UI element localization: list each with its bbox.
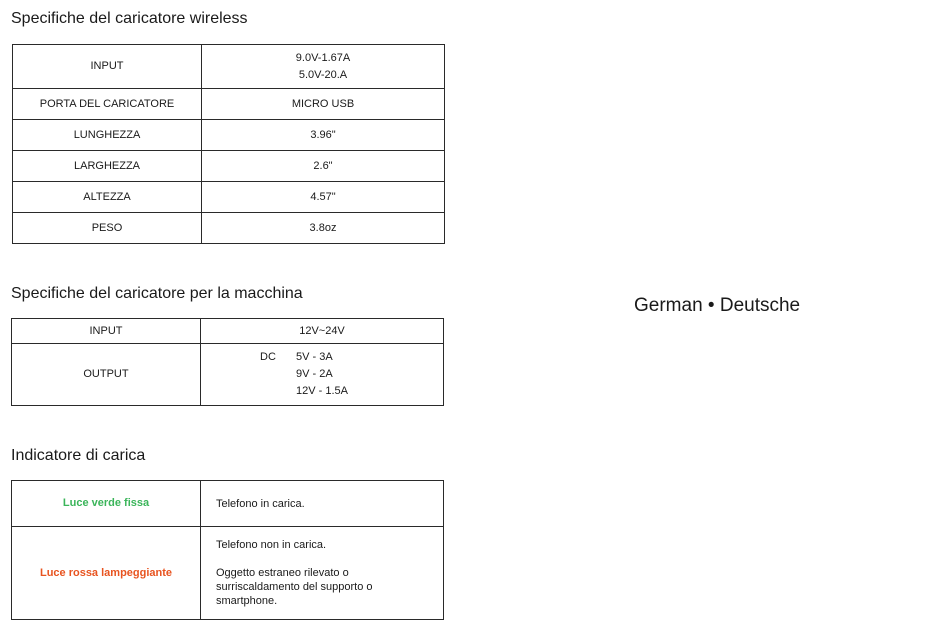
spec-value: MICRO USB bbox=[202, 89, 445, 120]
dc-label: DC bbox=[260, 351, 276, 363]
red-desc-line: Oggetto estraneo rilevato o surriscaldamento del supporto o smartphone. bbox=[216, 567, 373, 607]
car-specs-table bbox=[11, 318, 444, 406]
language-label: German • Deutsche bbox=[634, 295, 801, 316]
spec-label: ALTEZZA bbox=[13, 182, 202, 213]
wireless-charger-title: Specifiche del caricatore wireless bbox=[11, 10, 248, 27]
table-row bbox=[12, 319, 444, 344]
table-row bbox=[13, 151, 445, 182]
output-line: 5V - 3A bbox=[296, 351, 333, 363]
spec-value: 3.96" bbox=[202, 120, 445, 151]
wireless-specs-table bbox=[12, 44, 445, 244]
spec-label: LUNGHEZZA bbox=[13, 120, 202, 151]
table-row bbox=[12, 344, 444, 406]
table-row bbox=[12, 527, 444, 620]
spec-value-line: 9.0V-1.67A bbox=[295, 51, 351, 64]
spec-label: PESO bbox=[13, 213, 202, 244]
red-desc-line: Telefono non in carica. bbox=[216, 539, 327, 551]
spec-value bbox=[201, 344, 444, 406]
table-row bbox=[12, 481, 444, 527]
car-charger-title: Specifiche del caricatore per la macchina bbox=[11, 285, 303, 302]
table-row bbox=[13, 182, 445, 213]
output-values bbox=[260, 349, 348, 400]
spec-label: INPUT bbox=[13, 45, 202, 89]
spec-label: INPUT bbox=[12, 319, 201, 344]
spec-value-line: 5.0V-20.A bbox=[298, 68, 348, 81]
charge-indicator-table bbox=[11, 480, 444, 620]
red-light-description bbox=[201, 527, 444, 620]
red-light-label: Luce rossa lampeggiante bbox=[12, 527, 201, 620]
table-row bbox=[13, 45, 445, 89]
table-row bbox=[13, 120, 445, 151]
spec-value: 4.57" bbox=[202, 182, 445, 213]
spec-label: LARGHEZZA bbox=[13, 151, 202, 182]
spec-value: 12V~24V bbox=[201, 319, 444, 344]
output-line: 12V - 1.5A bbox=[296, 385, 348, 397]
spec-value: 3.8oz bbox=[202, 213, 445, 244]
spec-label: OUTPUT bbox=[12, 344, 201, 406]
spec-label: PORTA DEL CARICATORE bbox=[13, 89, 202, 120]
charge-indicator-title: Indicatore di carica bbox=[11, 447, 146, 464]
green-light-label: Luce verde fissa bbox=[12, 481, 201, 527]
table-row bbox=[13, 89, 445, 120]
output-line: 9V - 2A bbox=[296, 368, 333, 380]
spec-value: 2.6" bbox=[202, 151, 445, 182]
table-row bbox=[13, 213, 445, 244]
green-light-description: Telefono in carica. bbox=[201, 481, 444, 527]
spec-value bbox=[202, 45, 445, 89]
